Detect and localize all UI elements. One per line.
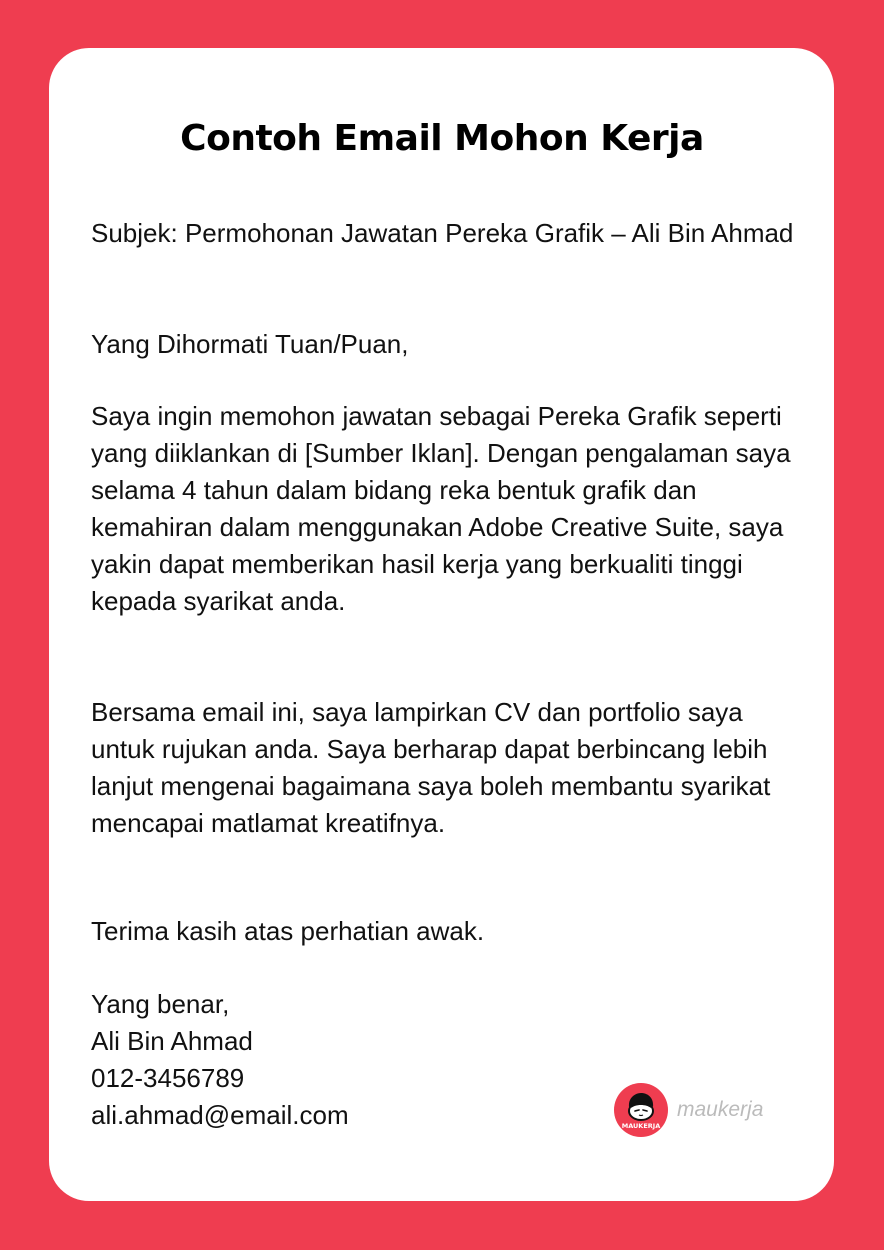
email-subject: Subjek: Permohonan Jawatan Pereka Grafik – Ali Bin Ahmad: [91, 218, 794, 248]
email-greeting: Yang Dihormati Tuan/Puan,: [91, 329, 409, 359]
brand-logo: [614, 1083, 763, 1137]
signature-name: Ali Bin Ahmad: [91, 1026, 253, 1056]
email-thanks: Terima kasih atas perhatian awak.: [91, 916, 485, 946]
page-title: Contoh Email Mohon Kerja: [180, 118, 704, 159]
signature-phone: 012-3456789: [91, 1063, 245, 1093]
signature-closing: Yang benar,: [91, 989, 230, 1019]
brand-wordmark: maukerja: [677, 1098, 764, 1121]
mascot-face-icon: [614, 1083, 668, 1137]
signature-email: ali.ahmad@email.com: [91, 1100, 349, 1130]
svg-text:MAUKERJA: MAUKERJA: [621, 1122, 661, 1130]
email-paragraph-1: Saya ingin memohon jawatan sebagai Pereka Grafik seperti yang diiklankan di [Sumber Iklan]. Dengan pengalaman saya selama 4 tahun dalam bidang reka bentuk grafik dan kemahiran dalam menggunakan Adobe Creative Suite, saya yakin dapat memberikan hasil kerja yang berkualiti tinggi kepada syarikat anda.: [91, 401, 791, 616]
email-paragraph-2: Bersama email ini, saya lampirkan CV dan portfolio saya untuk rujukan anda. Saya berharap dapat berbincang lebih lanjut mengenai bagaimana saya boleh membantu syarikat mencapai matlamat kreatifnya.: [91, 697, 771, 838]
